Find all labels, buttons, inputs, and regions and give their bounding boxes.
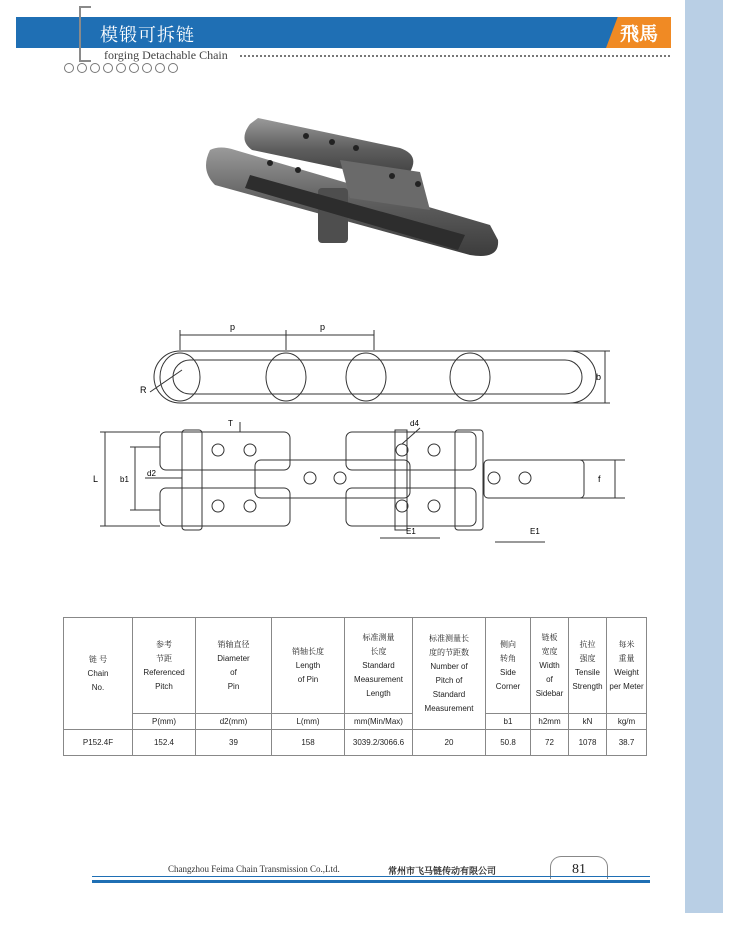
front-view — [100, 422, 625, 542]
company-name-cn: 常州市飞马链传动有限公司 — [388, 866, 497, 876]
company-name-en: Changzhou Feima Chain Transmission Co.,Ltd. — [168, 864, 340, 874]
unit-sidebar-width: h2mm — [531, 714, 569, 730]
label-e1-1: E1 — [406, 527, 416, 536]
header-sidebar-width: 链板 宽度 Width of Sidebar — [531, 618, 569, 714]
spec-table — [63, 617, 647, 756]
header-pin-diameter: 销轴直径 Diameter of Pin — [196, 618, 272, 714]
page-title: 模锻可拆链 — [100, 25, 195, 45]
label-d4: d4 — [410, 419, 419, 428]
cell-side-corner: 50.8 — [486, 730, 531, 756]
cell-weight: 38.7 — [607, 730, 647, 756]
footer-rule — [92, 880, 650, 883]
cell-tensile: 1078 — [569, 730, 607, 756]
label-d2: d2 — [147, 469, 156, 478]
cell-pitch-count: 20 — [413, 730, 486, 756]
header-measurement-length: 标准测量 长度 Standard Measurement Length — [345, 618, 413, 714]
cell-pin-diameter: 39 — [196, 730, 272, 756]
cell-measurement-length: 3039.2/3066.6 — [345, 730, 413, 756]
label-b: b — [596, 372, 602, 382]
header-tensile: 抗拉 强度 Tensile Strength — [569, 618, 607, 714]
page-number: 81 — [550, 856, 608, 879]
footer-rule-thin — [92, 876, 650, 877]
cell-pitch: 152.4 — [133, 730, 196, 756]
page-subtitle: forging Detachable Chain — [104, 48, 228, 62]
header-pitch: 参考 节距 Referenced Pitch — [133, 618, 196, 714]
label-f: f — [598, 474, 601, 484]
header-pin-length: 销轴长度 Length of Pin — [272, 618, 345, 714]
unit-tensile: kN — [569, 714, 607, 730]
header-chain-no: 链 号 Chain No. — [64, 618, 133, 730]
label-l: L — [93, 474, 99, 484]
cell-sidebar-width: 72 — [531, 730, 569, 756]
brand-logo: 飛馬 — [620, 23, 659, 45]
chain-photo — [206, 118, 498, 256]
unit-pin-diameter: d2(mm) — [196, 714, 272, 730]
unit-pin-length: L(mm) — [272, 714, 345, 730]
unit-measurement-length: mm(Min/Max) — [345, 714, 413, 730]
cell-pin-length: 158 — [272, 730, 345, 756]
header-side-corner: 侧向 转角 Side Corner — [486, 618, 531, 714]
table-row — [64, 730, 647, 756]
unit-weight: kg/m — [607, 714, 647, 730]
label-r: R — [140, 385, 147, 395]
label-p2: p — [320, 322, 326, 332]
label-t: T — [228, 419, 233, 428]
label-b1: b1 — [120, 475, 129, 484]
top-view — [150, 330, 610, 403]
unit-pitch: P(mm) — [133, 714, 196, 730]
header-pitch-count: 标准测量长 度的节距数 Number of Pitch of Standard Measurement — [413, 618, 486, 730]
unit-side-corner: b1 — [486, 714, 531, 730]
label-p1: p — [230, 322, 236, 332]
header-weight: 每米 重量 Weight per Meter — [607, 618, 647, 714]
cell-chain-no: P152.4F — [64, 730, 133, 756]
label-e1-2: E1 — [530, 527, 540, 536]
